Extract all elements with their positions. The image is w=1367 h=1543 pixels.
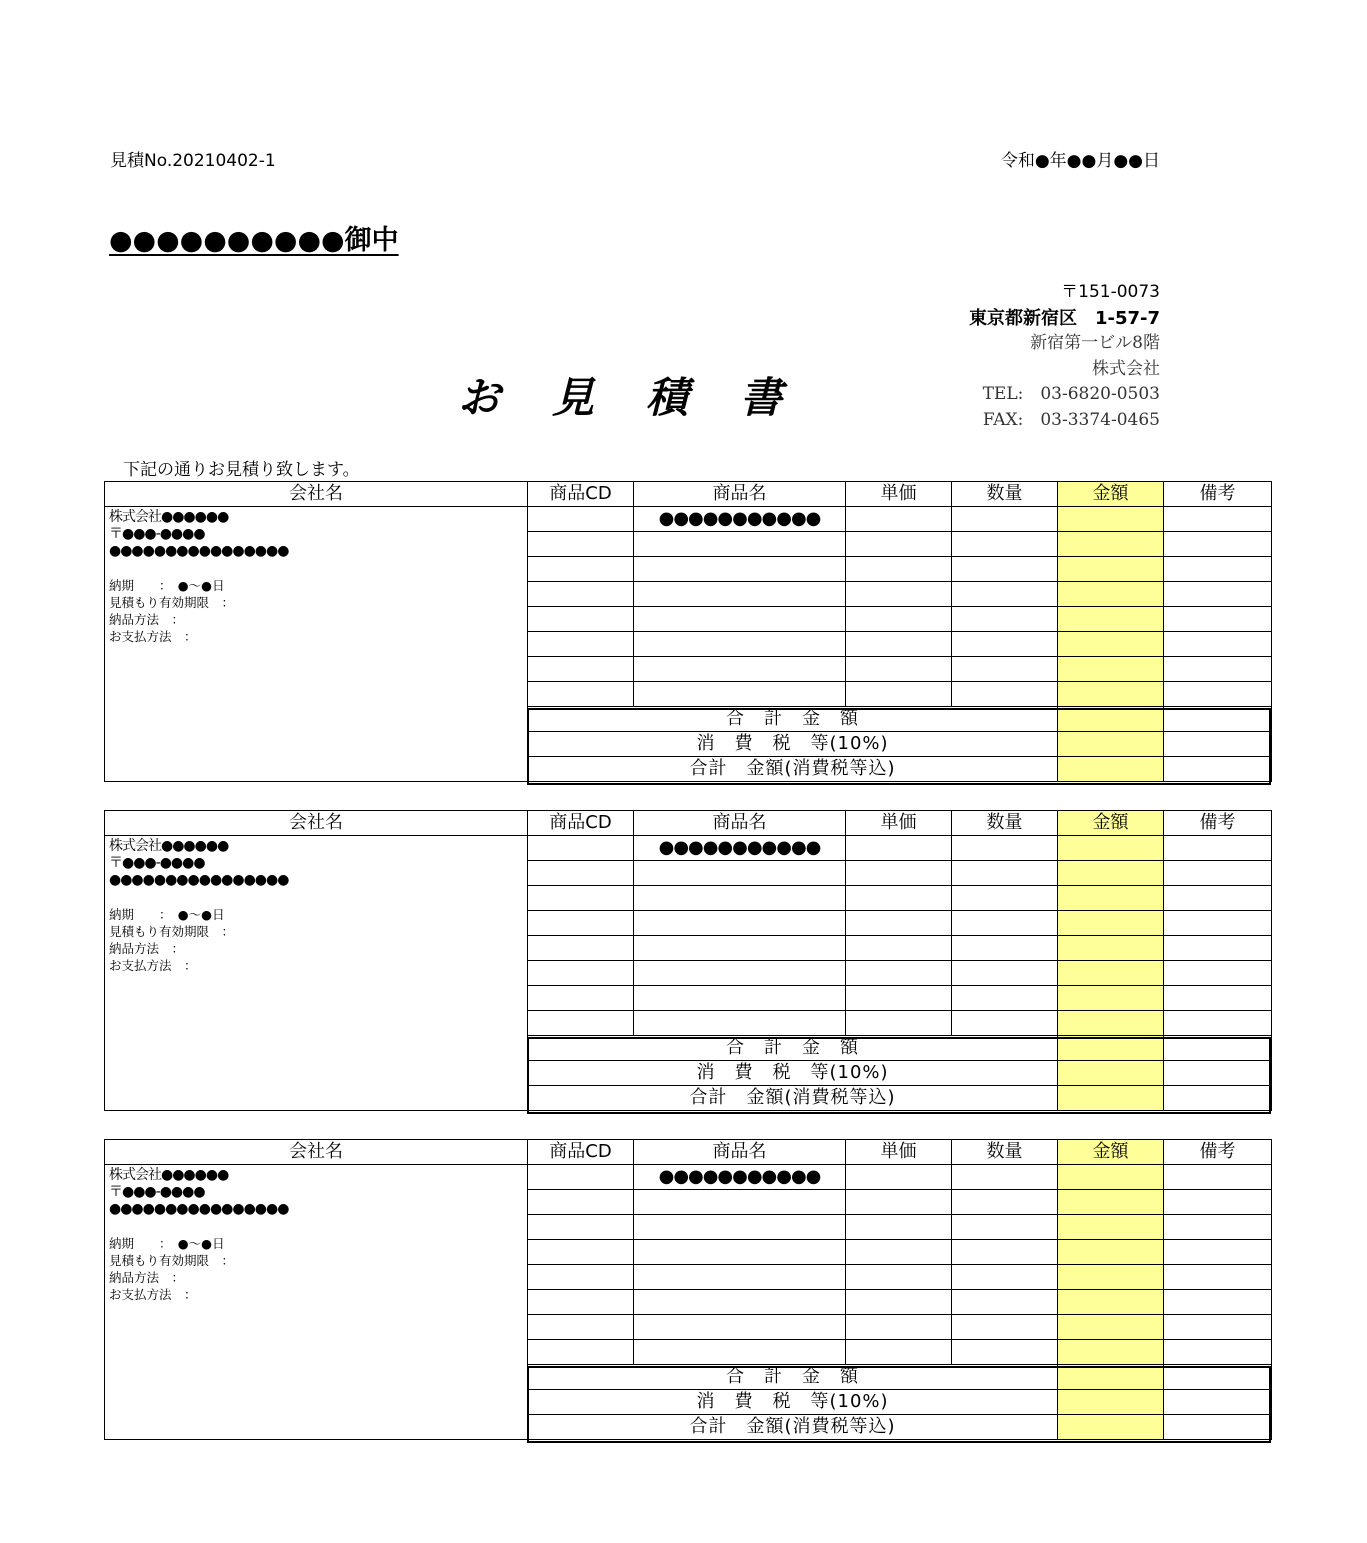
cell-code [528,836,634,861]
table-header-row [105,482,1272,507]
cell-notes [1164,1265,1272,1290]
cell-product-name [634,1011,846,1036]
cell-unit-price [846,986,952,1011]
cell-product-name [634,936,846,961]
quote-validity: 見積もり有効期限 ： [109,595,235,610]
estimate-number: 見積No.20210402-1 [110,151,276,171]
delivery-period: 納期 ： ●～●日 [109,907,225,922]
cell-notes [1164,1240,1272,1265]
sender-building: 新宿第一ビル8階 [1030,333,1160,353]
customer-postal: 〒●●●-●●●● [109,855,205,871]
cell-quantity [952,1265,1058,1290]
cell-unit-price [846,507,952,532]
customer-info [105,836,528,1111]
payment-method: お支払方法 ： [109,1287,197,1302]
estimate-table [104,481,1272,782]
customer-company: 株式会社●●●●●● [109,1167,229,1183]
subtotal-label: 合 計 金 額 [528,1365,1058,1390]
cell-notes [1164,657,1272,682]
table-row [105,836,1272,861]
cell-amount [1058,911,1164,936]
cell-quantity [952,1165,1058,1190]
cell-code [528,1165,634,1190]
cell-notes [1164,836,1272,861]
tax-notes [1164,1390,1272,1415]
cell-code [528,1265,634,1290]
cell-product-name [634,682,846,707]
header-name: 商品名 [634,811,846,836]
cell-amount [1058,1190,1164,1215]
cell-product-name [634,1340,846,1365]
delivery-method: 納品方法 ： [109,941,185,956]
sender-company: 株式会社 [1092,358,1160,379]
cell-code [528,911,634,936]
total-notes [1164,1086,1272,1111]
cell-code [528,582,634,607]
header-notes: 備考 [1164,1140,1272,1165]
subtotal-amount [1058,707,1164,732]
cell-quantity [952,682,1058,707]
spacer [109,1218,523,1235]
cell-amount [1058,1290,1164,1315]
cell-code [528,557,634,582]
cell-code [528,657,634,682]
cell-unit-price [846,861,952,886]
subtotal-amount [1058,1365,1164,1390]
cell-product-name [634,1215,846,1240]
cell-quantity [952,1240,1058,1265]
tax-label: 消 費 税 等(10%) [528,732,1058,757]
cell-notes [1164,861,1272,886]
cell-unit-price [846,682,952,707]
payment-method: お支払方法 ： [109,958,197,973]
cell-unit-price [846,1165,952,1190]
cell-code [528,1340,634,1365]
total-amount [1058,757,1164,782]
cell-unit-price [846,1290,952,1315]
cell-quantity [952,582,1058,607]
sender-info [969,280,1160,433]
estimate-block [104,481,1271,786]
customer-company: 株式会社●●●●●● [109,509,229,525]
cell-unit-price [846,911,952,936]
cell-quantity [952,1011,1058,1036]
cell-amount [1058,1011,1164,1036]
cell-product-name [634,582,846,607]
cell-quantity [952,936,1058,961]
header-company: 会社名 [105,1140,528,1165]
estimate-block [104,810,1271,1115]
cell-notes [1164,507,1272,532]
cell-product-name [634,1265,846,1290]
cell-code [528,607,634,632]
cell-code [528,1315,634,1340]
cell-code [528,1190,634,1215]
cell-unit-price [846,557,952,582]
cell-product-name [634,1190,846,1215]
cell-notes [1164,1290,1272,1315]
cell-notes [1164,682,1272,707]
cell-code [528,986,634,1011]
cell-notes [1164,1215,1272,1240]
quote-validity: 見積もり有効期限 ： [109,1253,235,1268]
cell-product-name: ●●●●●●●●●●● [634,836,846,861]
cell-quantity [952,632,1058,657]
subtotal-notes [1164,1365,1272,1390]
cell-quantity [952,557,1058,582]
header-notes: 備考 [1164,811,1272,836]
cell-quantity [952,911,1058,936]
header-code: 商品CD [528,811,634,836]
header-amount: 金額 [1058,482,1164,507]
header-quantity: 数量 [952,1140,1058,1165]
payment-method: お支払方法 ： [109,629,197,644]
cell-quantity [952,657,1058,682]
tax-label: 消 費 税 等(10%) [528,1061,1058,1086]
cell-quantity [952,861,1058,886]
sender-fax: FAX: 03-3374-0465 [982,409,1160,430]
tax-label: 消 費 税 等(10%) [528,1390,1058,1415]
cell-notes [1164,1340,1272,1365]
tax-amount [1058,1390,1164,1415]
cell-code [528,507,634,532]
cell-notes [1164,886,1272,911]
cell-unit-price [846,632,952,657]
header-unit-price: 単価 [846,482,952,507]
cell-quantity [952,532,1058,557]
cell-product-name [634,532,846,557]
customer-info [105,1165,528,1440]
cell-product-name [634,986,846,1011]
cell-unit-price [846,1190,952,1215]
tax-amount [1058,732,1164,757]
cell-code [528,936,634,961]
cell-quantity [952,507,1058,532]
cell-product-name [634,1240,846,1265]
cell-amount [1058,532,1164,557]
cell-quantity [952,607,1058,632]
cell-notes [1164,532,1272,557]
delivery-period: 納期 ： ●～●日 [109,1236,225,1251]
cell-code [528,886,634,911]
cell-unit-price [846,657,952,682]
cell-product-name [634,1290,846,1315]
header-unit-price: 単価 [846,811,952,836]
recipient-name: ●●●●●●●●●●御中 [109,225,399,256]
header-amount: 金額 [1058,1140,1164,1165]
subtotal-label: 合 計 金 額 [528,707,1058,732]
header-company: 会社名 [105,811,528,836]
cell-notes [1164,986,1272,1011]
cell-quantity [952,1290,1058,1315]
cell-product-name [634,911,846,936]
estimate-table [104,810,1272,1111]
estimate-table [104,1139,1272,1440]
total-label: 合計 金額(消費税等込) [528,757,1058,782]
cell-unit-price [846,936,952,961]
cell-code [528,961,634,986]
cell-notes [1164,936,1272,961]
cell-notes [1164,961,1272,986]
cell-amount [1058,682,1164,707]
cell-code [528,1240,634,1265]
cell-unit-price [846,1315,952,1340]
cell-code [528,1215,634,1240]
cell-product-name [634,961,846,986]
cell-code [528,632,634,657]
cell-quantity [952,836,1058,861]
cell-amount [1058,557,1164,582]
estimate-block [104,1139,1271,1444]
document-title: お見積書 [458,373,835,422]
cell-product-name [634,557,846,582]
cell-notes [1164,582,1272,607]
intro-text: 下記の通りお見積り致します。 [123,460,360,480]
subtotal-notes [1164,1036,1272,1061]
cell-quantity [952,1315,1058,1340]
cell-product-name: ●●●●●●●●●●● [634,1165,846,1190]
cell-amount [1058,632,1164,657]
sender-postal: 〒151-0073 [1061,282,1160,302]
cell-quantity [952,1190,1058,1215]
spacer [109,560,523,577]
table-header-row [105,811,1272,836]
cell-product-name [634,632,846,657]
cell-quantity [952,886,1058,911]
header-code: 商品CD [528,482,634,507]
subtotal-amount [1058,1036,1164,1061]
tax-notes [1164,732,1272,757]
cell-amount [1058,886,1164,911]
quote-validity: 見積もり有効期限 ： [109,924,235,939]
customer-address: ●●●●●●●●●●●●●●●● [109,872,289,888]
table-row [105,507,1272,532]
subtotal-notes [1164,707,1272,732]
customer-postal: 〒●●●-●●●● [109,526,205,542]
cell-code [528,682,634,707]
cell-notes [1164,1165,1272,1190]
total-notes [1164,757,1272,782]
cell-notes [1164,607,1272,632]
table-header-row [105,1140,1272,1165]
total-label: 合計 金額(消費税等込) [528,1415,1058,1440]
cell-notes [1164,632,1272,657]
cell-amount [1058,1215,1164,1240]
cell-amount [1058,1240,1164,1265]
header-code: 商品CD [528,1140,634,1165]
table-row [105,1165,1272,1190]
cell-code [528,1290,634,1315]
total-label: 合計 金額(消費税等込) [528,1086,1058,1111]
cell-amount [1058,836,1164,861]
header-notes: 備考 [1164,482,1272,507]
header-name: 商品名 [634,482,846,507]
header-company: 会社名 [105,482,528,507]
cell-unit-price [846,532,952,557]
customer-info [105,507,528,782]
cell-unit-price [846,961,952,986]
header-quantity: 数量 [952,482,1058,507]
cell-amount [1058,861,1164,886]
header-name: 商品名 [634,1140,846,1165]
customer-address: ●●●●●●●●●●●●●●●● [109,543,289,559]
cell-notes [1164,1190,1272,1215]
cell-product-name [634,1315,846,1340]
delivery-period: 納期 ： ●～●日 [109,578,225,593]
issue-date: 令和●年●●月●●日 [1000,151,1160,171]
cell-unit-price [846,836,952,861]
delivery-method: 納品方法 ： [109,612,185,627]
header-amount: 金額 [1058,811,1164,836]
cell-quantity [952,986,1058,1011]
cell-product-name [634,886,846,911]
cell-amount [1058,1315,1164,1340]
customer-address: ●●●●●●●●●●●●●●●● [109,1201,289,1217]
customer-postal: 〒●●●-●●●● [109,1184,205,1200]
cell-code [528,532,634,557]
header-unit-price: 単価 [846,1140,952,1165]
cell-amount [1058,1340,1164,1365]
cell-product-name: ●●●●●●●●●●● [634,507,846,532]
header-quantity: 数量 [952,811,1058,836]
cell-code [528,861,634,886]
cell-quantity [952,1215,1058,1240]
customer-company: 株式会社●●●●●● [109,838,229,854]
cell-amount [1058,986,1164,1011]
cell-unit-price [846,1340,952,1365]
cell-amount [1058,961,1164,986]
total-notes [1164,1415,1272,1440]
cell-unit-price [846,1240,952,1265]
cell-amount [1058,657,1164,682]
sender-address: 東京都新宿区 1-57-7 [968,307,1160,329]
total-amount [1058,1415,1164,1440]
cell-amount [1058,1165,1164,1190]
cell-notes [1164,911,1272,936]
cell-amount [1058,607,1164,632]
cell-notes [1164,1315,1272,1340]
spacer [109,889,523,906]
cell-unit-price [846,607,952,632]
cell-unit-price [846,1011,952,1036]
cell-unit-price [846,886,952,911]
delivery-method: 納品方法 ： [109,1270,185,1285]
tax-notes [1164,1061,1272,1086]
cell-amount [1058,1265,1164,1290]
cell-notes [1164,1011,1272,1036]
cell-quantity [952,961,1058,986]
cell-unit-price [846,582,952,607]
cell-product-name [634,861,846,886]
cell-unit-price [846,1265,952,1290]
cell-quantity [952,1340,1058,1365]
cell-amount [1058,936,1164,961]
cell-unit-price [846,1215,952,1240]
tax-amount [1058,1061,1164,1086]
cell-code [528,1011,634,1036]
cell-product-name [634,657,846,682]
cell-amount [1058,507,1164,532]
cell-product-name [634,607,846,632]
cell-amount [1058,582,1164,607]
sender-tel: TEL: 03-6820-0503 [982,384,1160,404]
total-amount [1058,1086,1164,1111]
cell-notes [1164,557,1272,582]
subtotal-label: 合 計 金 額 [528,1036,1058,1061]
